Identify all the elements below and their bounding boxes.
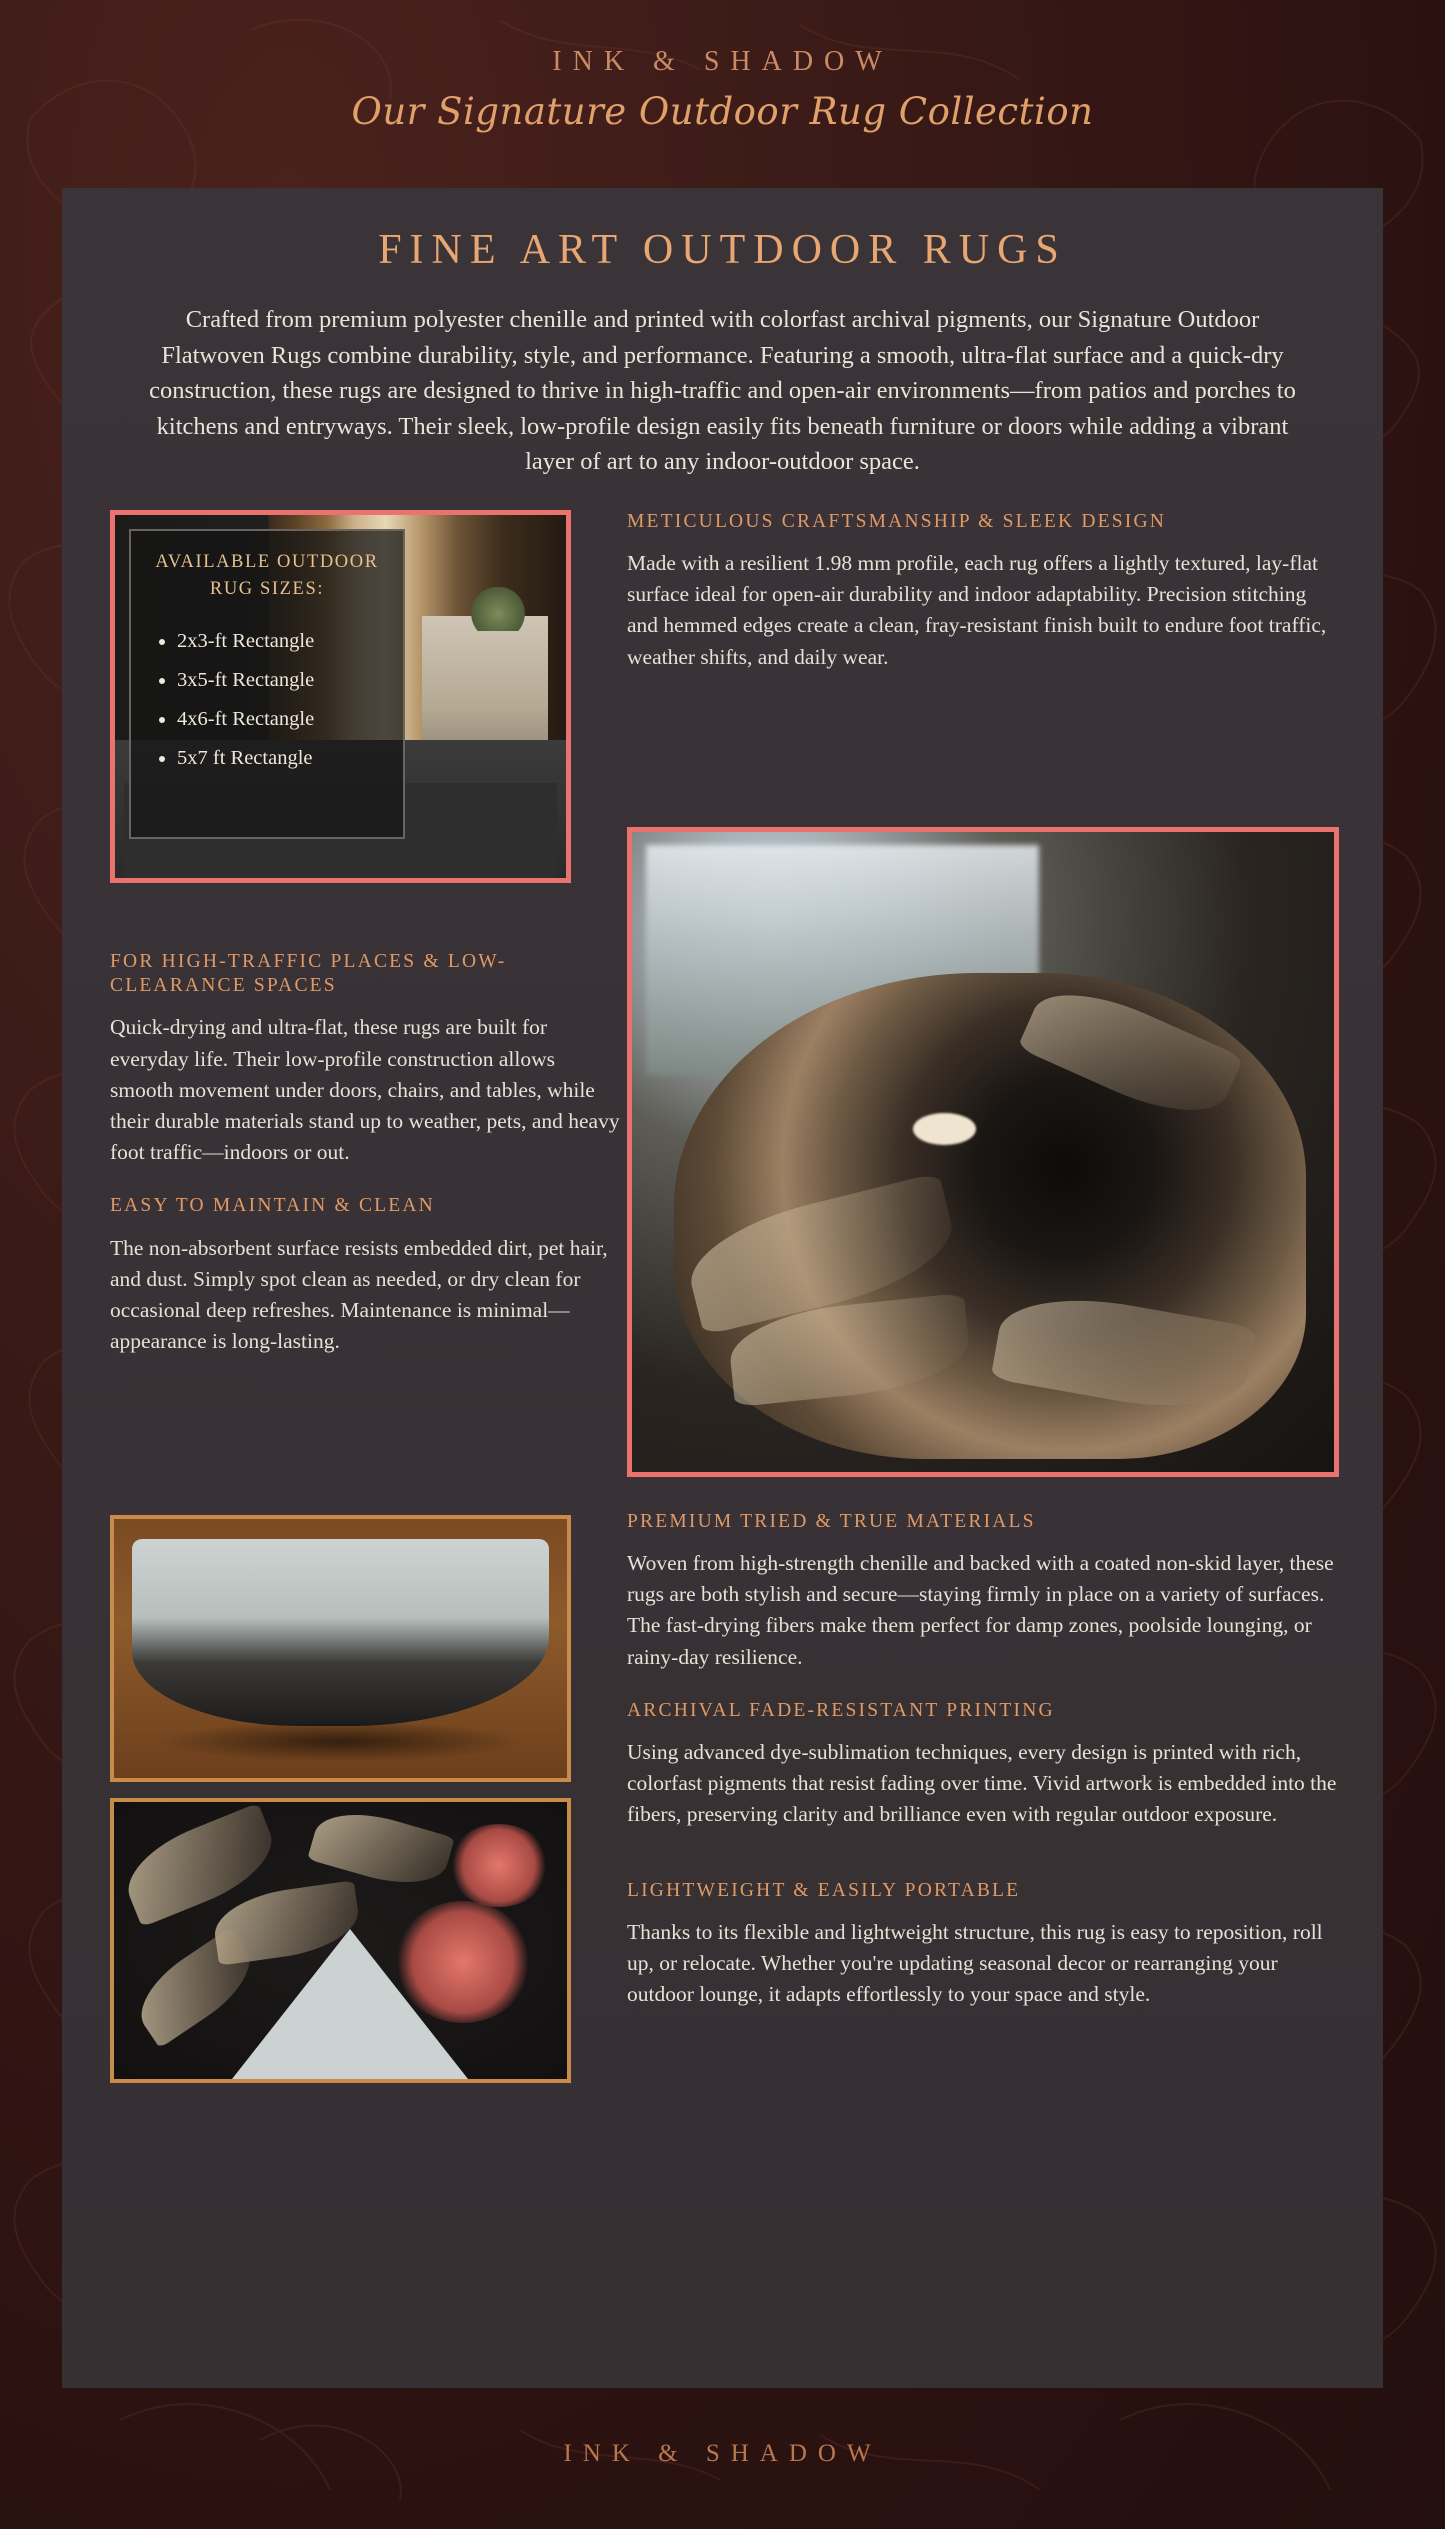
sizes-list <box>177 622 393 778</box>
page-title: FINE ART OUTDOOR RUGS <box>378 227 1067 273</box>
sizes-title: AVAILABLE OUTDOOR RUG SIZES: <box>155 551 379 600</box>
rug-shadow <box>159 1721 521 1762</box>
section-heading-craftsmanship: METICULOUS CRAFTSMANSHIP & SLEEK DESIGN <box>627 510 1167 532</box>
folded-rug-image <box>110 1515 571 1782</box>
potted-plant <box>471 587 525 631</box>
right-column-top <box>627 510 1337 699</box>
section-heading-printing: ARCHIVAL FADE-RESISTANT PRINTING <box>627 1699 1055 1721</box>
wood-floor-scene <box>114 1519 567 1778</box>
section-body-maintain: The non-absorbent surface resists embedded dirt, pet hair, and dust. Simply spot clean as needed, or dry clean for occasional deep refreshes. Maintenance is minimal—appearance is long-lasting. <box>110 1235 608 1354</box>
floral-rug-image <box>110 1798 571 2083</box>
section-heading-maintain: EASY TO MAINTAIN & CLEAN <box>110 1195 435 1217</box>
left-column-text <box>110 950 620 1384</box>
section-body-high-traffic: Quick-drying and ultra-flat, these rugs are built for everyday life. Their low-profile construction allows smooth movement under doors, chairs, and tables, while their durable materials stand up to weather, pets, and heavy foot traffic—indoors or out. <box>110 1015 620 1165</box>
page-footer <box>0 2388 1445 2529</box>
list-item: • 2x3-ft Rectangle <box>177 622 393 661</box>
folded-rug <box>132 1539 549 1725</box>
right-column-bottom <box>627 1510 1337 2037</box>
leaf-motif <box>308 1801 455 1897</box>
folded-corner <box>232 1929 468 2079</box>
main-panel <box>62 188 1383 2388</box>
section-heading-materials: PREMIUM TRIED & TRUE MATERIALS <box>627 1510 1036 1532</box>
list-item: • 5x7 ft Rectangle <box>177 739 393 778</box>
page-header <box>0 0 1445 188</box>
brand-name-bottom: INK & SHADOW <box>563 2440 882 2467</box>
section-heading-portable: LIGHTWEIGHT & EASILY PORTABLE <box>627 1879 1021 1901</box>
list-item: • 4x6-ft Rectangle <box>177 700 393 739</box>
brand-name-top: INK & SHADOW <box>552 46 893 77</box>
header-script-title: Our Signature Outdoor Rug Collection <box>351 90 1094 133</box>
floral-rug-scene <box>114 1802 567 2079</box>
section-body-printing: Using advanced dye-sublimation techniques, every design is printed with rich, colorfast pigments that resist fading over time. Vivid artwork is embedded into the fibers, preserving clarity and brilliance even with regular outdoor exposure. <box>627 1740 1337 1827</box>
flower-motif <box>449 1824 549 1907</box>
intro-paragraph: Crafted from premium polyester chenille and printed with colorfast archival pigments, our Signature Outdoor Flatwoven Rugs combine durability, style, and performance. Featuring a smooth, ultra-flat surface and a quick-dry construction, these rugs are designed to thrive in high-traffic and open-air environments—from patios and porches to kitchens and entryways. Their sleek, low-profile design easily fits beneath furniture or doors while adding a vibrant layer of art to any indoor-outdoor space. <box>149 306 1296 476</box>
rolled-rug-image <box>627 827 1339 1477</box>
list-item: • 3x5-ft Rectangle <box>177 661 393 700</box>
section-body-materials: Woven from high-strength chenille and backed with a coated non-skid layer, these rugs are both stylish and secure—staying firmly in place on a variety of surfaces. The fast-drying fibers make them perfect for damp zones, poolside lounging, or rainy-day resilience. <box>627 1551 1334 1669</box>
doorway-rug-image <box>110 510 571 883</box>
console-table <box>422 616 548 747</box>
rolled-rug-scene <box>632 832 1334 1472</box>
available-sizes-overlay <box>129 529 405 839</box>
section-body-portable: Thanks to its flexible and lightweight structure, this rug is easy to reposition, roll up, or relocate. Whether you're updating seasonal decor or rearranging your outdoor lounge, it adapts effortlessly to your space and style. <box>627 1920 1323 2007</box>
section-body-craftsmanship: Made with a resilient 1.98 mm profile, each rug offers a lightly textured, lay-flat surface ideal for open-air durability and indoor adaptability. Precision stitching and hemmed edges create a clean, fray-resistant finish built to endure foot traffic, weather shifts, and daily wear. <box>627 551 1327 669</box>
section-heading-high-traffic: FOR HIGH-TRAFFIC PLACES & LOW-CLEARANCE SPACES <box>110 950 507 997</box>
